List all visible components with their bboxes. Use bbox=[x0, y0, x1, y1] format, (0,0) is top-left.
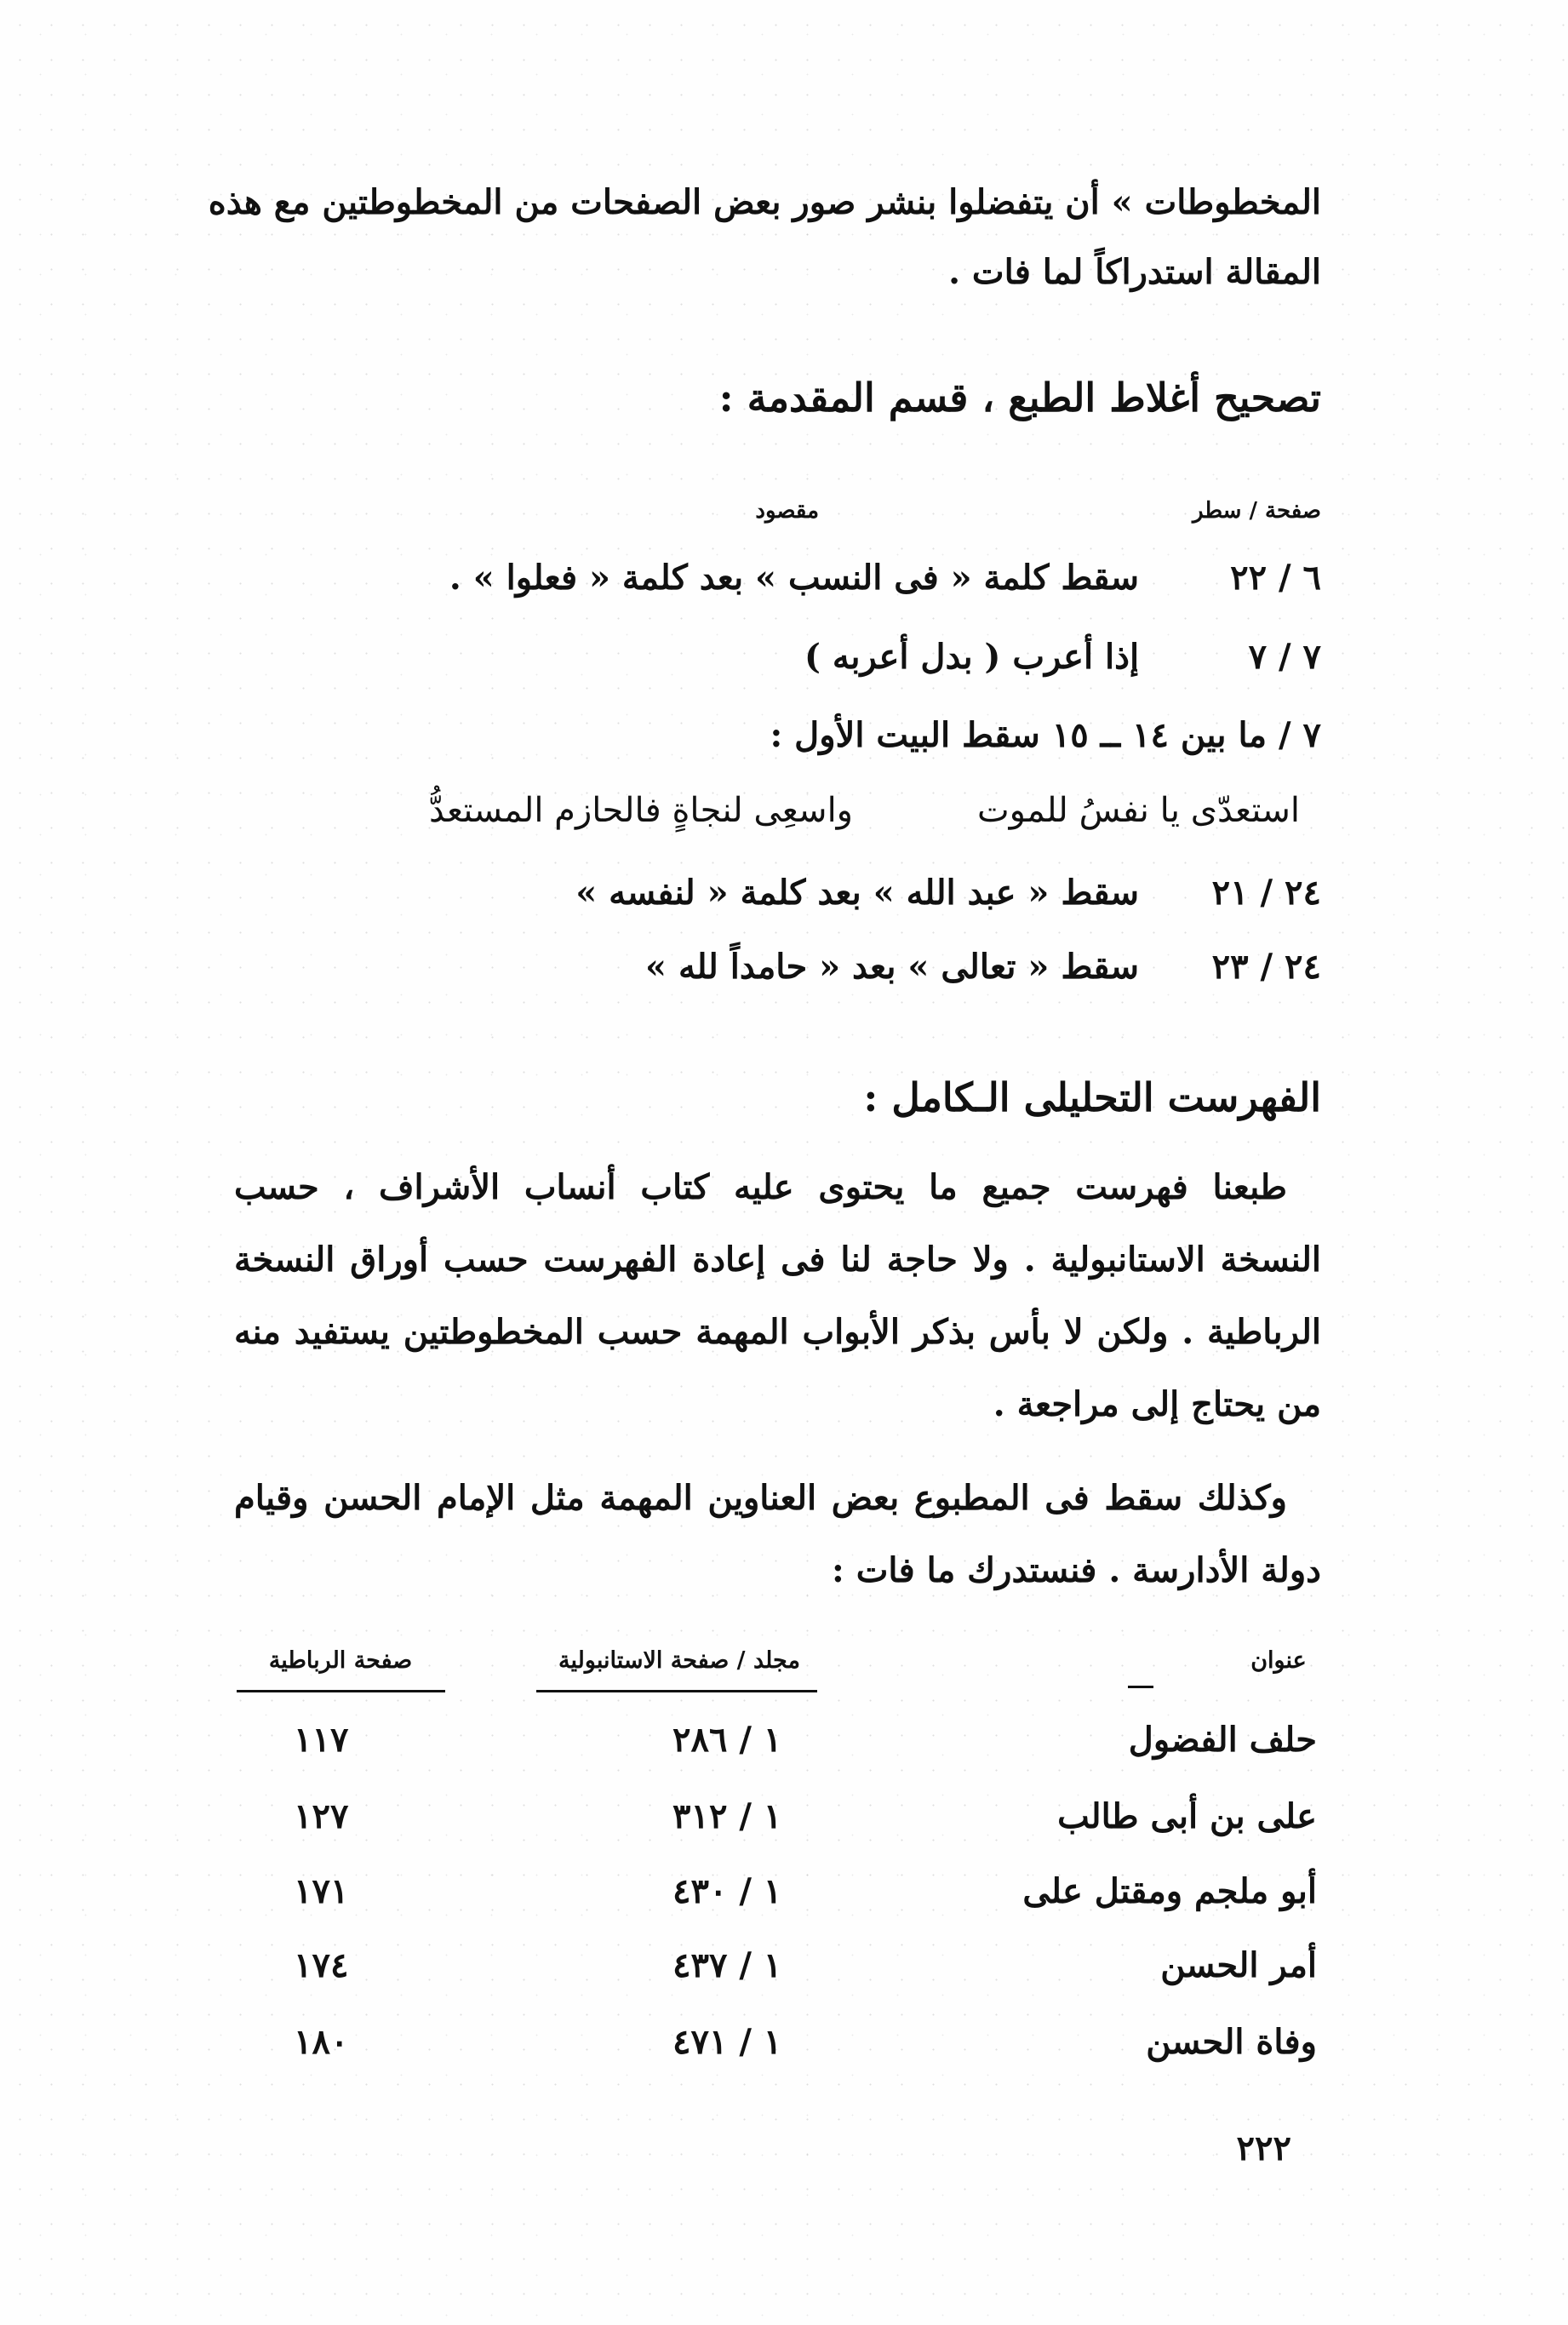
table-cell-rabat: ١٨٠ bbox=[294, 2022, 349, 2062]
table-header-rabat: صفحة الرباطية bbox=[268, 1647, 413, 1674]
table-header-underline bbox=[1128, 1686, 1153, 1688]
table-header-underline bbox=[237, 1690, 445, 1692]
paragraph2-line-2: دولة الأدارسة . فنستدرك ما فات : bbox=[832, 1550, 1321, 1590]
correction-text: سقط كلمة « فى النسب » بعد كلمة « فعلوا » . bbox=[449, 558, 1140, 598]
table-cell-istanbul: ١ / ٤٧١ bbox=[672, 2022, 782, 2062]
correction-text: سقط البيت الأول : bbox=[770, 715, 1040, 755]
correction-text: إذا أعرب ( بدل أعربه ) bbox=[804, 637, 1140, 677]
intro-line-1: المخطوطات » أن يتفضلوا بنشر صور بعض الصفحات من المخطوطتين مع هذه bbox=[208, 182, 1321, 222]
table-cell-title: على بن أبى طالب bbox=[1057, 1796, 1317, 1836]
table-cell-istanbul: ١ / ٤٣٧ bbox=[672, 1945, 782, 1985]
page-number: ٢٢٢ bbox=[1236, 2128, 1291, 2168]
correction-row bbox=[770, 715, 1321, 755]
intro-line-2: المقالة استدراكاً لما فات . bbox=[948, 252, 1321, 292]
table-cell-istanbul: ١ / ٣١٢ bbox=[672, 1796, 782, 1836]
paragraph2-line-1: وكذلك سقط فى المطبوع بعض العناوين المهمة مثل الإمام الحسن وقيام bbox=[234, 1478, 1287, 1518]
correction-text: سقط « تعالى » بعد « حامداً لله » bbox=[645, 947, 1140, 987]
verse-first-hemistich: استعدّى يا نفسُ للموت bbox=[976, 791, 1300, 830]
index-heading: الفهرست التحليلى الـكامل : bbox=[863, 1074, 1321, 1120]
correction-row bbox=[575, 873, 1321, 913]
table-cell-rabat: ١٧١ bbox=[294, 1871, 349, 1911]
correction-ref: ٢٤ / ٢٣ bbox=[1211, 947, 1321, 987]
table-cell-title: أمر الحسن bbox=[1160, 1945, 1317, 1985]
col-header-intended: مقصود bbox=[755, 498, 819, 524]
table-cell-title: حلف الفضول bbox=[1128, 1720, 1317, 1760]
correction-ref: ٧ / ٧ bbox=[1248, 637, 1321, 677]
correction-ref: ٦ / ٢٢ bbox=[1230, 558, 1321, 598]
paragraph1-line-1: طبعنا فهرست جميع ما يحتوى عليه كتاب أنساب الأشراف ، حسب bbox=[234, 1167, 1287, 1207]
table-cell-istanbul: ١ / ٢٨٦ bbox=[672, 1720, 782, 1760]
correction-ref: ٧ / ما بين ١٤ ــ ١٥ bbox=[1051, 715, 1321, 755]
table-cell-rabat: ١٧٤ bbox=[294, 1945, 349, 1985]
correction-text: سقط « عبد الله » بعد كلمة « لنفسه » bbox=[575, 873, 1140, 913]
paragraph1-line-4: من يحتاج إلى مراجعة . bbox=[993, 1384, 1321, 1424]
correction-row bbox=[645, 947, 1321, 987]
table-header-title: عنوان bbox=[1250, 1647, 1307, 1674]
table-cell-rabat: ١١٧ bbox=[294, 1720, 349, 1760]
table-cell-title: وفاة الحسن bbox=[1146, 2022, 1317, 2062]
corrections-heading: تصحيح أغلاط الطبع ، قسم المقدمة : bbox=[718, 375, 1321, 421]
correction-row bbox=[804, 637, 1321, 677]
table-cell-istanbul: ١ / ٤٣٠ bbox=[672, 1871, 782, 1911]
correction-row bbox=[449, 558, 1321, 598]
table-header-underline bbox=[536, 1690, 817, 1692]
paragraph1-line-3: الرباطية . ولكن لا بأس بذكر الأبواب المهمة حسب المخطوطتين يستفيد منه bbox=[234, 1312, 1321, 1352]
table-header-istanbul: مجلد / صفحة الاستانبولية bbox=[558, 1647, 800, 1674]
table-cell-title: أبو ملجم ومقتل على bbox=[1022, 1871, 1317, 1911]
paragraph1-line-2: النسخة الاستانبولية . ولا حاجة لنا فى إعادة الفهرست حسب أوراق النسخة bbox=[234, 1240, 1321, 1280]
correction-ref: ٢٤ / ٢١ bbox=[1211, 873, 1321, 913]
verse-second-hemistich: واسعِى لنجاةٍ فالحازم المستعدُّ bbox=[428, 791, 853, 830]
table-cell-rabat: ١٢٧ bbox=[294, 1796, 349, 1836]
col-header-page-line: صفحة / سطر bbox=[1192, 498, 1321, 524]
